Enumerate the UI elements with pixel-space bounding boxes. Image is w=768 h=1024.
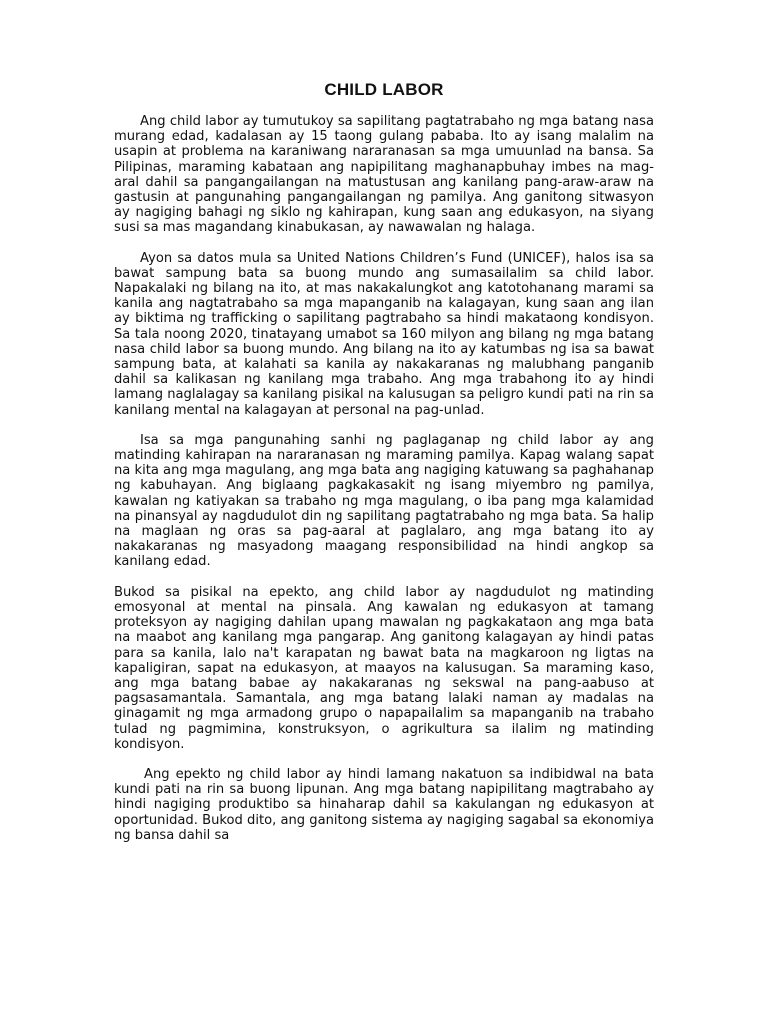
paragraph-1: Ang child labor ay tumutukoy sa sapilitang pagtatrabaho ng mga batang nasa murang edad, kadalasan ay 15 taong gulang pababa. Ito ay isang malalim na usapin at problema na karaniwang nararanasan sa mga umuunlad na bansa. Sa Pilipinas, maraming kabataan ang napipilitang maghanapbuhay imbes na mag-aral dahil sa pangangailangan na matustusan ang kanilang pang-araw-araw na gastusin at pangunahing pangangailangan ng pamilya. Ang ganitong sitwasyon ay nagiging bahagi ng siklo ng kahirapan, kung saan ang edukasyon, na siyang susi sa mas magandang kinabukasan, ay nawawalan ng halaga. (114, 114, 654, 236)
paragraph-2: Ayon sa datos mula sa United Nations Children’s Fund (UNICEF), halos isa sa bawat sampung bata sa buong mundo ang sumasailalim sa child labor. Napakalaki ng bilang na ito, at mas nakakalungkot ang katotohanang marami sa kanila ang nagtatrabaho sa mga mapanganib na kalagayan, kung saan ang ilan ay biktima ng trafficking o sapilitang pagtrabaho sa hindi makataong kondisyon. Sa tala noong 2020, tinatayang umabot sa 160 milyon ang bilang ng mga batang nasa child labor sa buong mundo. Ang bilang na ito ay katumbas ng isa sa bawat sampung bata, at kalahati sa kanila ay nakakaranas ng malubhang panganib dahil sa kalikasan ng kanilang mga trabaho. Ang mga trabahong ito ay hindi lamang naglalagay sa kanilang pisikal na kalusugan sa peligro kundi pati na rin sa kanilang mental na kalagayan at personal na pag-unlad. (114, 250, 654, 418)
paragraph-3: Isa sa mga pangunahing sanhi ng paglaganap ng child labor ay ang matinding kahirapan na nararanasan ng maraming pamilya. Kapag walang sapat na kita ang mga magulang, ang mga bata ang nagiging katuwang sa paghahanap ng kabuhayan. Ang biglaang pagkakasakit ng isang miyembro ng pamilya, kawalan ng katiyakan sa trabaho ng mga magulang, o iba pang mga kalamidad na pinansyal ay nagdudulot din ng sapilitang pagtatrabaho ng mga bata. Sa halip na maglaan ng oras sa pag-aaral at paglalaro, ang mga batang ito ay nakakaranas ng masyadong maagang responsibilidad na hindi angkop sa kanilang edad. (114, 432, 654, 570)
document-title: CHILD LABOR (324, 80, 444, 99)
paragraph-5: Ang epekto ng child labor ay hindi lamang nakatuon sa indibidwal na bata kundi pati na rin sa buong lipunan. Ang mga batang napipilitang magtrabaho ay hindi nagiging produktibo sa hinaharap dahil sa kakulangan ng edukasyon at oportunidad. Bukod dito, ang ganitong sistema ay nagiging sagabal sa ekonomiya ng bansa dahil sa (114, 766, 654, 843)
paragraph-4: Bukod sa pisikal na epekto, ang child labor ay nagdudulot ng matinding emosyonal at mental na pinsala. Ang kawalan ng edukasyon at tamang proteksyon ay nagiging dahilan upang mawalan ng pagkakataon ang mga bata na maabot ang kanilang mga pangarap. Ang ganitong kalagayan ay hindi patas para sa kanila, lalo na't karapatan ng bawat bata na magkaroon ng ligtas na kapaligiran, sapat na edukasyon, at maayos na kalusugan. Sa maraming kaso, ang mga batang babae ay nakakaranas ng sekswal na pang-aabuso at pagsasamantala. Samantala, ang mga batang lalaki naman ay madalas na ginagamit ng mga armadong grupo o napapailalim sa mapanganib na trabaho tulad ng pagmimina, konstruksyon, o agrikultura sa ilalim ng matinding kondisyon. (114, 584, 654, 752)
document-page (114, 80, 654, 858)
